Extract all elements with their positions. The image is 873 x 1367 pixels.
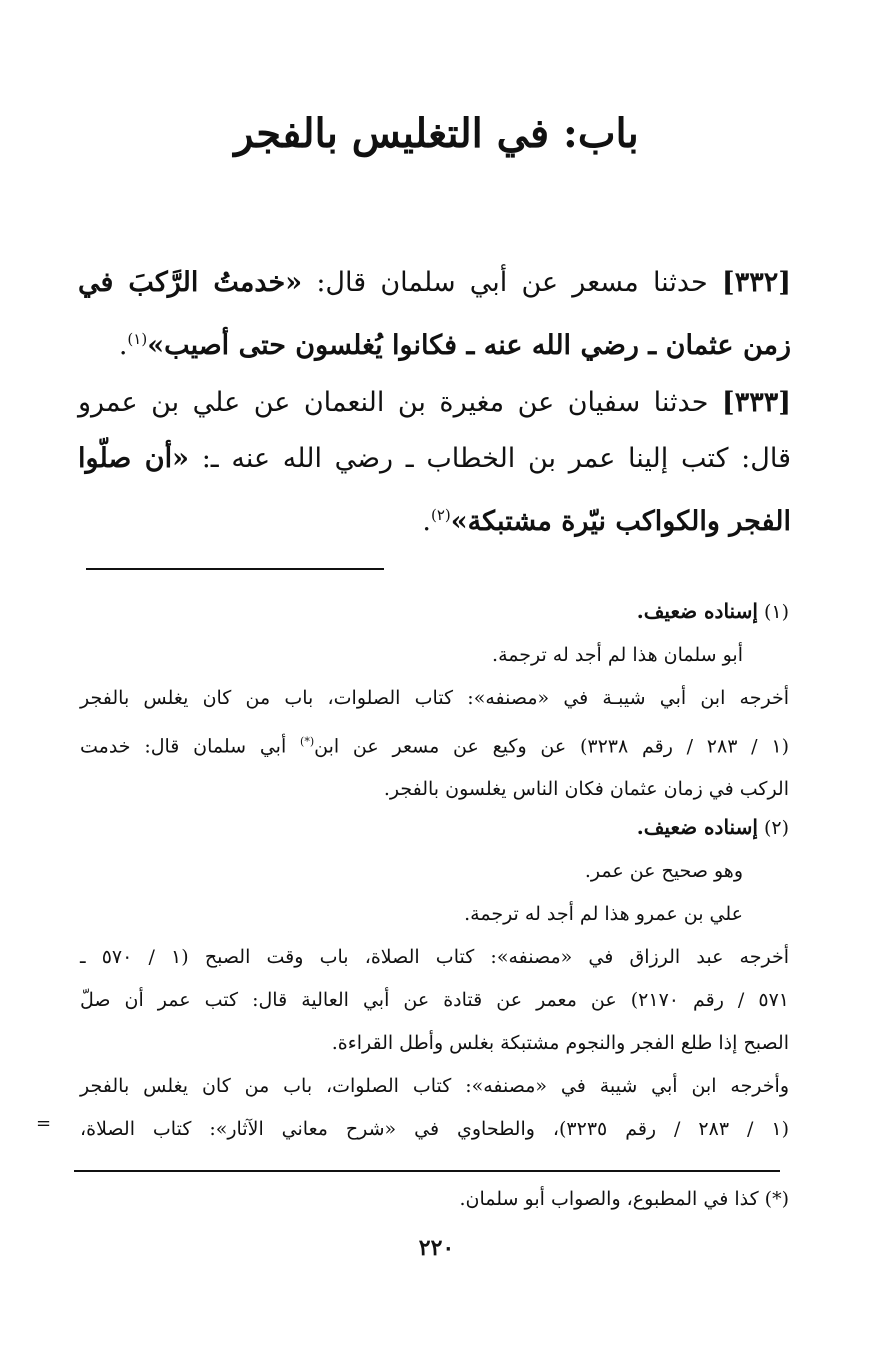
footnote-line-part: (١ / ٢٨٣ / رقم ٣٢٣٨) عن وكيع عن مسعر عن ابن xyxy=(314,735,789,758)
footnote-line: وهو صحيح عن عمر. xyxy=(584,860,743,882)
hadith-number: [٣٣٢] xyxy=(721,267,791,298)
footnote-line: علي بن عمرو هذا لم أجد له ترجمة. xyxy=(464,903,743,925)
chapter-title: باب: في التغليس بالفجر xyxy=(234,110,639,157)
footnote-line: (١ / ٢٨٣ / رقم ٣٢٣٥)، والطحاوي في «شرح معاني الآثار»: كتاب الصلاة، xyxy=(80,1118,789,1140)
footnote-line: ٥٧١ / رقم ٢١٧٠) عن معمر عن قتادة عن أبي العالية قال: كتب عمر أن صلّ xyxy=(80,989,789,1011)
hadith-end: . xyxy=(118,330,128,361)
footnote-grade: إسناده ضعيف. xyxy=(636,599,758,623)
hadith-quote: «خدمتُ الرَّكبَ في زمن عثمان ـ رضي الله عنه ـ فكانوا يُغلسون حتى أصيب» xyxy=(78,267,791,361)
continuation-mark: = xyxy=(36,1113,52,1134)
footnote-line: الركب في زمان عثمان فكان الناس يغلسون بالفجر. xyxy=(383,778,789,801)
inner-footnote-ref[interactable]: (*) xyxy=(300,735,315,748)
footnote-grade: إسناده ضعيف. xyxy=(636,815,758,839)
hadith-333 xyxy=(78,375,791,550)
hadith-chain: حدثنا سفيان عن مغيرة بن النعمان عن علي بن عمرو قال: كتب إلينا عمر بن الخطاب ـ رضي الله عنه ـ: xyxy=(78,387,791,474)
page-number: ٢٢٠ xyxy=(418,1235,455,1261)
footnote-ref[interactable]: (٢) xyxy=(431,506,451,524)
hadith-quote: «أن صلّوا الفجر والكواكب نيّرة مشتبكة» xyxy=(78,443,791,537)
footnote-heading xyxy=(80,590,789,634)
footnote-ref[interactable]: (١) xyxy=(127,330,148,348)
hadith-end: . xyxy=(422,506,431,537)
footnote-2 xyxy=(80,806,789,1151)
errata-note: (*) كذا في المطبوع، والصواب أبو سلمان. xyxy=(459,1188,789,1210)
footnote-marker: (١) xyxy=(763,601,789,623)
footnote-separator xyxy=(86,568,384,570)
footnote-line: وأخرجه ابن أبي شيبة في «مصنفه»: كتاب الصلوات، باب من كان يغلس بالفجر xyxy=(80,1075,789,1097)
footnote-line xyxy=(80,720,789,768)
footnote-line: الصبح إذا طلع الفجر والنجوم مشتبكة بغلس وأطل القراءة. xyxy=(331,1032,789,1054)
footnote-marker: (٢) xyxy=(763,817,789,839)
footnote-line: أخرجه عبد الرزاق في «مصنفه»: كتاب الصلاة، باب وقت الصبح (١ / ٥٧٠ ـ xyxy=(80,946,789,968)
errata-separator xyxy=(74,1170,780,1172)
footnote-heading xyxy=(80,806,789,850)
footnote-line: أخرجه ابن أبي شيبـة في «مصنفه»: كتاب الصلوات، باب من كان يغلس بالفجر xyxy=(80,687,789,709)
footnote-line-part: أبي سلمان قال: خدمت xyxy=(80,735,287,758)
hadith-chain: حدثنا مسعر عن أبي سلمان قال: xyxy=(316,267,708,298)
hadith-number: [٣٣٣] xyxy=(721,387,791,418)
footnote-line: أبو سلمان هذا لم أجد له ترجمة. xyxy=(492,644,743,666)
footnote-1 xyxy=(80,590,789,811)
hadith-332 xyxy=(78,255,791,374)
